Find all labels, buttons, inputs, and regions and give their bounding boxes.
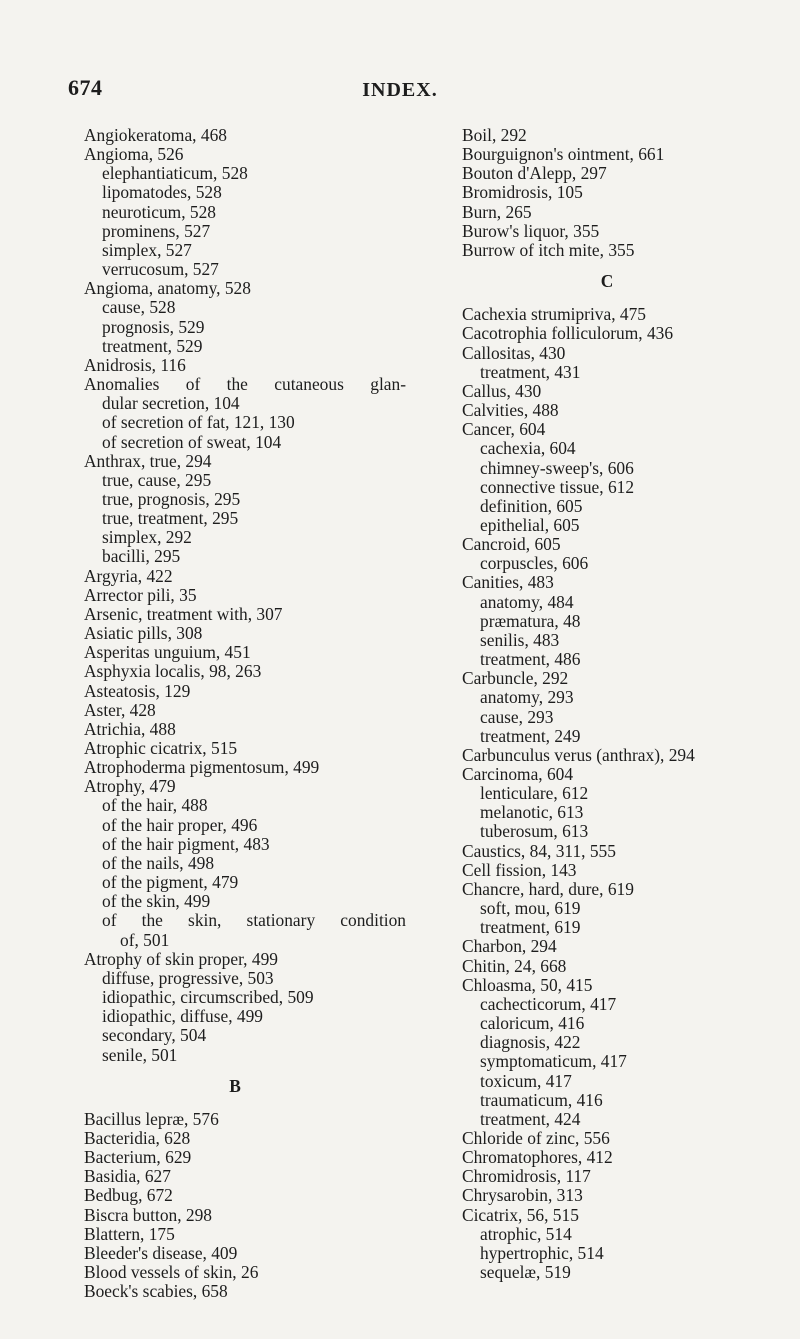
index-entry: Atrophy of skin proper, 499 xyxy=(84,948,278,969)
index-subentry: neuroticum, 528 xyxy=(102,201,216,222)
index-entry: Chancre, hard, dure, 619 xyxy=(462,878,634,899)
index-entry: Asiatic pills, 308 xyxy=(84,623,203,644)
index-subentry: soft, mou, 619 xyxy=(480,898,581,919)
index-subentry: cachecticorum, 417 xyxy=(480,993,617,1014)
index-subentry: cause, 293 xyxy=(480,706,554,727)
index-entry: Bedbug, 672 xyxy=(84,1185,173,1206)
index-entry: Chitin, 24, 668 xyxy=(462,955,567,976)
index-entry: Callositas, 430 xyxy=(462,342,566,363)
index-subentry: definition, 605 xyxy=(480,495,583,516)
index-subentry: melanotic, 613 xyxy=(480,802,584,823)
index-subentry: of the hair pigment, 483 xyxy=(102,833,270,854)
index-subentry: caloricum, 416 xyxy=(480,1013,585,1034)
index-subentry: epithelial, 605 xyxy=(480,514,580,535)
index-subentry: of the hair proper, 496 xyxy=(102,814,258,835)
index-subentry: diagnosis, 422 xyxy=(480,1032,581,1053)
index-entry: Angioma, anatomy, 528 xyxy=(84,278,251,299)
index-entry: Charbon, 294 xyxy=(462,936,557,957)
index-entry: Chloride of zinc, 556 xyxy=(462,1127,610,1148)
index-entry: Boeck's scabies, 658 xyxy=(84,1281,228,1302)
index-subentry: treatment, 431 xyxy=(480,361,581,382)
section-letter-heading: C xyxy=(600,271,614,292)
index-subentry: hypertrophic, 514 xyxy=(480,1242,604,1263)
index-entry: Bacillus lepræ, 576 xyxy=(84,1108,219,1129)
index-entry: Asphyxia localis, 98, 263 xyxy=(84,661,262,682)
index-entry: Cancroid, 605 xyxy=(462,534,561,555)
index-subentry: senilis, 483 xyxy=(480,629,560,650)
index-entry: Carbunculus verus (anthrax), 294 xyxy=(462,744,695,765)
index-entry: Atrophic cicatrix, 515 xyxy=(84,738,238,758)
index-subentry: of the skin, 499 xyxy=(102,891,211,912)
index-entry: Calvities, 488 xyxy=(462,400,559,421)
index-entry: Asteatosis, 129 xyxy=(84,680,191,701)
index-entry: Angioma, 526 xyxy=(84,144,184,165)
index-entry: Argyria, 422 xyxy=(84,565,173,586)
index-subentry: connective tissue, 612 xyxy=(480,476,635,497)
index-entry-continuation: dular secretion, 104 xyxy=(102,393,240,414)
index-subentry: treatment, 249 xyxy=(480,725,581,746)
index-entry: Anomalies of the cutaneous glan- xyxy=(84,374,406,395)
index-subentry: tuberosum, 613 xyxy=(480,821,589,842)
index-subentry: traumaticum, 416 xyxy=(480,1089,603,1110)
index-entry: Burn, 265 xyxy=(462,201,532,222)
index-subentry: of the skin, stationary condition xyxy=(102,910,406,931)
index-entry: Bourguignon's ointment, 661 xyxy=(462,144,665,165)
index-entry: Arsenic, treatment with, 307 xyxy=(84,603,283,624)
index-entry: Arrector pili, 35 xyxy=(84,584,197,605)
index-entry: Chromatophores, 412 xyxy=(462,1147,613,1168)
index-subentry: prognosis, 529 xyxy=(102,316,205,337)
index-subentry: chimney-sweep's, 606 xyxy=(480,457,634,478)
index-subentry: treatment, 529 xyxy=(102,335,203,356)
index-subentry: anatomy, 293 xyxy=(480,687,574,708)
index-entry: Burrow of itch mite, 355 xyxy=(462,239,635,260)
index-subentry: simplex, 527 xyxy=(102,239,192,260)
index-entry: Bouton d'Alepp, 297 xyxy=(462,163,607,184)
index-entry: Chrysarobin, 313 xyxy=(462,1185,583,1206)
index-subentry: diffuse, progressive, 503 xyxy=(102,967,274,988)
index-entry: Carcinoma, 604 xyxy=(462,764,574,784)
index-subentry: true, cause, 295 xyxy=(102,469,212,490)
index-column-right xyxy=(462,126,782,1282)
index-subentry: of the hair, 488 xyxy=(102,795,208,816)
index-entry: Chloasma, 50, 415 xyxy=(462,974,593,995)
index-subentry: of secretion of sweat, 104 xyxy=(102,431,282,452)
index-subentry: toxicum, 417 xyxy=(480,1070,572,1091)
index-column-left xyxy=(84,126,406,1301)
index-entry: Atrophy, 479 xyxy=(84,776,176,797)
index-subentry: treatment, 486 xyxy=(480,649,581,670)
index-entry: Chromidrosis, 117 xyxy=(462,1166,591,1187)
index-subentry: of the pigment, 479 xyxy=(102,872,239,893)
index-subentry: symptomaticum, 417 xyxy=(480,1051,627,1072)
index-subentry: verrucosum, 527 xyxy=(102,259,219,280)
index-entry: Caustics, 84, 311, 555 xyxy=(462,840,616,861)
index-entry: Blattern, 175 xyxy=(84,1223,175,1244)
index-entry: Boil, 292 xyxy=(462,125,527,145)
index-entry: Biscra button, 298 xyxy=(84,1204,213,1225)
index-entry: Basidia, 627 xyxy=(84,1166,171,1187)
index-subentry: prominens, 527 xyxy=(102,220,211,241)
index-entry: Atrichia, 488 xyxy=(84,718,176,739)
index-subentry: secondary, 504 xyxy=(102,1025,207,1046)
index-subentry: of the nails, 498 xyxy=(102,852,215,873)
index-entry: Burow's liquor, 355 xyxy=(462,220,600,241)
index-subentry: treatment, 619 xyxy=(480,917,581,938)
page-title: INDEX. xyxy=(362,79,438,101)
index-entry: Bacterium, 629 xyxy=(84,1147,192,1168)
index-entry: Cacotrophia folliculorum, 436 xyxy=(462,323,674,344)
index-entry: Callus, 430 xyxy=(462,380,542,401)
index-subentry: atrophic, 514 xyxy=(480,1223,572,1244)
index-entry: Cell fission, 143 xyxy=(462,859,577,880)
index-subentry: treatment, 424 xyxy=(480,1108,581,1129)
index-subentry: corpuscles, 606 xyxy=(480,553,589,574)
index-entry: Bromidrosis, 105 xyxy=(462,182,583,203)
index-entry: Cachexia strumipriva, 475 xyxy=(462,304,647,325)
index-entry: Carbuncle, 292 xyxy=(462,668,569,689)
index-subentry: true, treatment, 295 xyxy=(102,508,239,529)
index-entry: Anthrax, true, 294 xyxy=(84,450,212,471)
index-subentry: idiopathic, diffuse, 499 xyxy=(102,1006,263,1027)
index-subentry: anatomy, 484 xyxy=(480,591,574,612)
index-subentry: true, prognosis, 295 xyxy=(102,488,241,509)
section-letter-heading: B xyxy=(229,1075,241,1096)
index-subentry: idiopathic, circumscribed, 509 xyxy=(102,987,314,1008)
index-subentry: sequelæ, 519 xyxy=(480,1262,571,1283)
index-subentry-continuation: of, 501 xyxy=(120,929,170,950)
index-entry: Bleeder's disease, 409 xyxy=(84,1242,238,1263)
index-entry: Canities, 483 xyxy=(462,572,554,593)
index-subentry: lenticulare, 612 xyxy=(480,783,589,804)
index-subentry: elephantiaticum, 528 xyxy=(102,163,248,184)
index-subentry: bacilli, 295 xyxy=(102,546,181,567)
index-subentry: cachexia, 604 xyxy=(480,438,576,459)
index-subentry: simplex, 292 xyxy=(102,527,192,548)
page-number: 674 xyxy=(68,75,103,100)
index-entry: Atrophoderma pigmentosum, 499 xyxy=(84,757,320,778)
index-subentry: senile, 501 xyxy=(102,1044,178,1065)
index-entry: Blood vessels of skin, 26 xyxy=(84,1262,259,1283)
index-entry: Aster, 428 xyxy=(84,699,156,720)
index-entry: Anidrosis, 116 xyxy=(84,354,186,375)
index-entry: Asperitas unguium, 451 xyxy=(84,642,251,663)
index-entry: Cicatrix, 56, 515 xyxy=(462,1204,579,1225)
index-entry: Cancer, 604 xyxy=(462,419,546,440)
index-subentry: of secretion of fat, 121, 130 xyxy=(102,412,295,433)
index-subentry: præmatura, 48 xyxy=(480,610,581,631)
index-subentry: lipomatodes, 528 xyxy=(102,182,222,203)
index-subentry: cause, 528 xyxy=(102,297,176,318)
index-entry: Bacteridia, 628 xyxy=(84,1127,191,1148)
index-entry: Angiokeratoma, 468 xyxy=(84,125,227,145)
